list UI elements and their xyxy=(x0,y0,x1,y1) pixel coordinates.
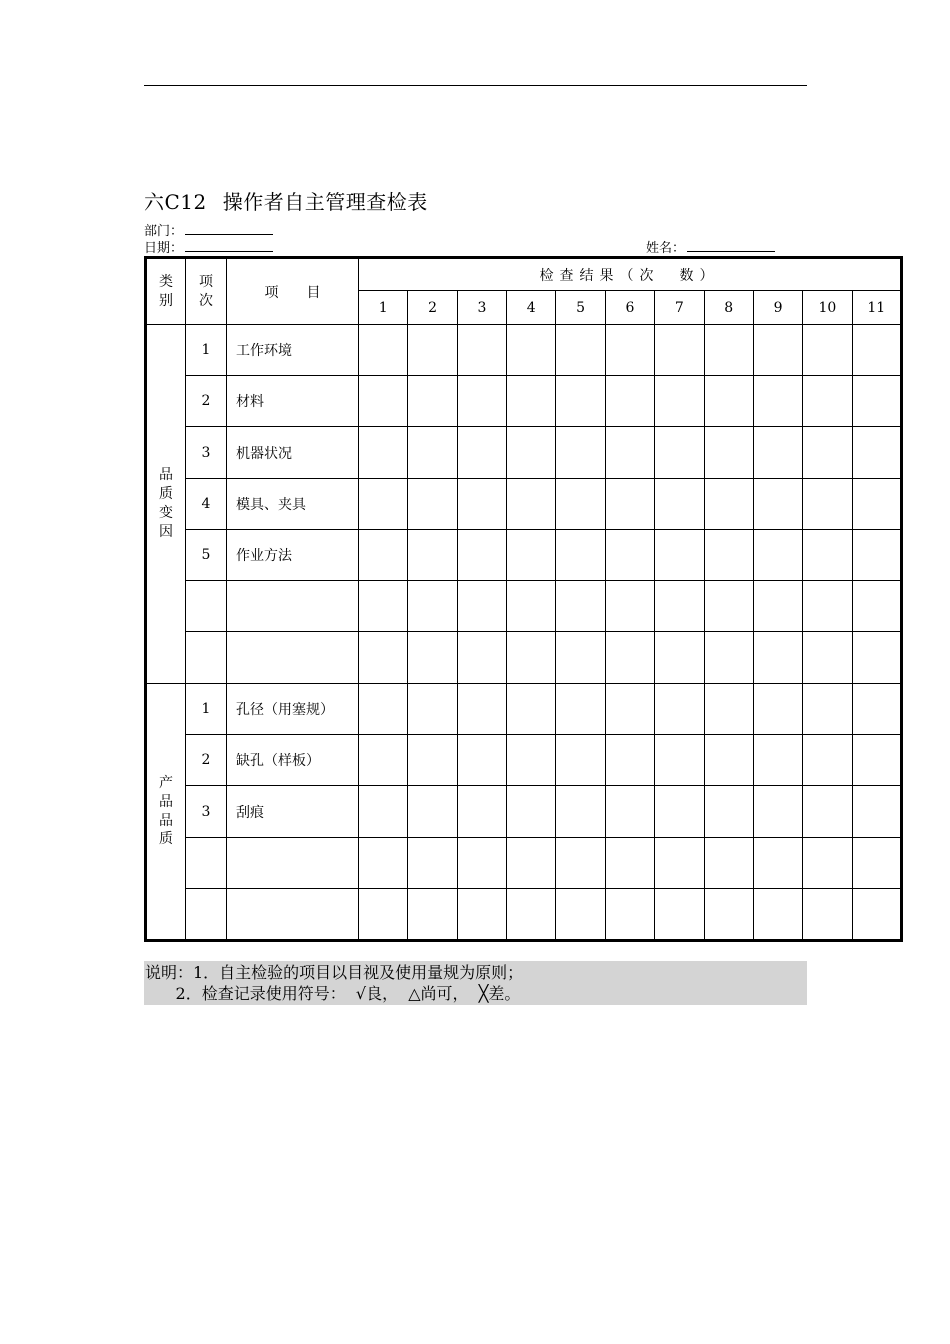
form-title: 操作者自主管理查检表 xyxy=(222,190,428,214)
seq-cell xyxy=(186,632,227,684)
result-cell[interactable] xyxy=(605,735,654,786)
result-cell[interactable] xyxy=(753,786,802,837)
item-cell: 材料 xyxy=(227,376,359,427)
item-cell: 机器状况 xyxy=(227,427,359,478)
result-cell[interactable] xyxy=(605,529,654,580)
result-cell[interactable] xyxy=(852,325,901,376)
result-cell[interactable] xyxy=(556,376,605,427)
result-cell[interactable] xyxy=(852,478,901,529)
result-cell[interactable] xyxy=(852,529,901,580)
result-cell[interactable] xyxy=(803,376,852,427)
result-cell[interactable] xyxy=(408,837,457,888)
result-column-header: 6 xyxy=(605,291,654,325)
result-cell[interactable] xyxy=(359,529,408,580)
result-cell[interactable] xyxy=(556,735,605,786)
category-label: 产品品质 xyxy=(158,774,173,848)
result-cell[interactable] xyxy=(408,478,457,529)
result-cell[interactable] xyxy=(852,735,901,786)
result-cell[interactable] xyxy=(753,632,802,684)
category-cell xyxy=(146,684,186,941)
result-cell[interactable] xyxy=(753,580,802,631)
result-cell[interactable] xyxy=(457,888,506,940)
result-column-header: 8 xyxy=(704,291,753,325)
result-cell[interactable] xyxy=(753,529,802,580)
header-item: 项 目 xyxy=(227,258,359,325)
result-cell[interactable] xyxy=(359,684,408,735)
result-cell[interactable] xyxy=(852,632,901,684)
result-column-header: 1 xyxy=(359,291,408,325)
result-cell[interactable] xyxy=(408,427,457,478)
result-cell[interactable] xyxy=(704,888,753,940)
table-row xyxy=(146,735,902,786)
top-rule xyxy=(144,85,807,86)
result-cell[interactable] xyxy=(556,632,605,684)
result-cell[interactable] xyxy=(507,735,556,786)
result-cell[interactable] xyxy=(507,580,556,631)
result-cell[interactable] xyxy=(556,837,605,888)
result-column-header: 4 xyxy=(507,291,556,325)
result-cell[interactable] xyxy=(408,735,457,786)
result-cell[interactable] xyxy=(556,427,605,478)
name-field xyxy=(646,240,775,256)
result-cell[interactable] xyxy=(605,376,654,427)
result-cell[interactable] xyxy=(605,786,654,837)
result-cell[interactable] xyxy=(605,632,654,684)
result-cell[interactable] xyxy=(803,735,852,786)
item-cell xyxy=(227,837,359,888)
result-cell[interactable] xyxy=(359,376,408,427)
result-cell[interactable] xyxy=(408,529,457,580)
result-cell[interactable] xyxy=(605,478,654,529)
item-cell xyxy=(227,632,359,684)
category-label: 品质变因 xyxy=(158,467,173,541)
result-cell[interactable] xyxy=(457,529,506,580)
result-cell[interactable] xyxy=(507,684,556,735)
result-cell[interactable] xyxy=(704,632,753,684)
result-cell[interactable] xyxy=(507,325,556,376)
result-cell[interactable] xyxy=(655,325,704,376)
result-cell[interactable] xyxy=(359,888,408,940)
result-cell[interactable] xyxy=(655,837,704,888)
result-cell[interactable] xyxy=(408,325,457,376)
result-cell[interactable] xyxy=(556,580,605,631)
header-results: 检查结果（次 数） xyxy=(359,258,902,291)
table-row xyxy=(146,325,902,376)
result-column-header: 2 xyxy=(408,291,457,325)
result-cell[interactable] xyxy=(803,837,852,888)
result-cell[interactable] xyxy=(704,325,753,376)
result-cell[interactable] xyxy=(408,786,457,837)
result-cell[interactable] xyxy=(704,427,753,478)
result-cell[interactable] xyxy=(803,888,852,940)
result-cell[interactable] xyxy=(457,786,506,837)
date-label: 日期： xyxy=(144,241,184,256)
result-cell[interactable] xyxy=(655,632,704,684)
check-table xyxy=(144,256,903,942)
item-cell: 工作环境 xyxy=(227,325,359,376)
result-cell[interactable] xyxy=(655,888,704,940)
seq-cell: 2 xyxy=(186,376,227,427)
result-cell[interactable] xyxy=(605,325,654,376)
result-cell[interactable] xyxy=(359,837,408,888)
result-column-header: 5 xyxy=(556,291,605,325)
note-line-1: 说明：1．自主检验的项目以目视及使用量规为原则； xyxy=(145,963,524,982)
result-cell[interactable] xyxy=(852,786,901,837)
result-cell[interactable] xyxy=(556,529,605,580)
result-cell[interactable] xyxy=(605,684,654,735)
dept-label: 部门： xyxy=(144,224,184,239)
seq-cell: 4 xyxy=(186,478,227,529)
result-column-header: 3 xyxy=(457,291,506,325)
item-cell: 缺孔（样板） xyxy=(227,735,359,786)
item-cell: 孔径（用塞规） xyxy=(227,684,359,735)
result-cell[interactable] xyxy=(655,478,704,529)
result-cell[interactable] xyxy=(704,529,753,580)
result-cell[interactable] xyxy=(507,427,556,478)
table-row xyxy=(146,376,902,427)
result-cell[interactable] xyxy=(408,580,457,631)
table-row xyxy=(146,684,902,735)
table-row xyxy=(146,529,902,580)
result-cell[interactable] xyxy=(753,684,802,735)
result-column-header: 7 xyxy=(655,291,704,325)
result-cell[interactable] xyxy=(457,325,506,376)
table-row xyxy=(146,888,902,940)
result-cell[interactable] xyxy=(359,427,408,478)
result-column-header: 11 xyxy=(852,291,901,325)
result-cell[interactable] xyxy=(704,735,753,786)
table-row xyxy=(146,837,902,888)
result-cell[interactable] xyxy=(852,888,901,940)
result-cell[interactable] xyxy=(359,786,408,837)
result-cell[interactable] xyxy=(556,325,605,376)
result-cell[interactable] xyxy=(457,478,506,529)
result-cell[interactable] xyxy=(753,735,802,786)
result-cell[interactable] xyxy=(556,684,605,735)
page-title xyxy=(144,186,428,215)
result-cell[interactable] xyxy=(556,888,605,940)
result-cell[interactable] xyxy=(359,478,408,529)
table-row xyxy=(146,786,902,837)
result-cell[interactable] xyxy=(753,427,802,478)
result-cell[interactable] xyxy=(655,376,704,427)
result-cell[interactable] xyxy=(803,684,852,735)
table-row xyxy=(146,632,902,684)
item-cell xyxy=(227,888,359,940)
dept-field xyxy=(144,223,273,239)
result-cell[interactable] xyxy=(359,632,408,684)
seq-cell xyxy=(186,837,227,888)
result-cell[interactable] xyxy=(359,325,408,376)
result-cell[interactable] xyxy=(753,325,802,376)
result-cell[interactable] xyxy=(457,632,506,684)
result-cell[interactable] xyxy=(753,376,802,427)
date-blank xyxy=(185,240,273,252)
dept-blank xyxy=(185,223,273,235)
result-cell[interactable] xyxy=(507,478,556,529)
result-cell[interactable] xyxy=(704,376,753,427)
result-cell[interactable] xyxy=(655,529,704,580)
result-cell[interactable] xyxy=(457,684,506,735)
result-column-header: 10 xyxy=(803,291,852,325)
result-cell[interactable] xyxy=(507,376,556,427)
notes-box xyxy=(144,961,807,1005)
result-cell[interactable] xyxy=(605,888,654,940)
result-cell[interactable] xyxy=(655,786,704,837)
result-cell[interactable] xyxy=(753,888,802,940)
result-cell[interactable] xyxy=(655,684,704,735)
result-cell[interactable] xyxy=(852,427,901,478)
seq-cell: 3 xyxy=(186,786,227,837)
seq-cell: 3 xyxy=(186,427,227,478)
result-cell[interactable] xyxy=(852,684,901,735)
result-cell[interactable] xyxy=(704,786,753,837)
result-cell[interactable] xyxy=(704,684,753,735)
result-cell[interactable] xyxy=(655,735,704,786)
name-label: 姓名： xyxy=(646,241,686,256)
result-cell[interactable] xyxy=(852,580,901,631)
seq-cell xyxy=(186,580,227,631)
seq-cell xyxy=(186,888,227,940)
result-cell[interactable] xyxy=(457,376,506,427)
result-cell[interactable] xyxy=(556,478,605,529)
table-row xyxy=(146,580,902,631)
result-cell[interactable] xyxy=(359,735,408,786)
result-cell[interactable] xyxy=(507,888,556,940)
result-cell[interactable] xyxy=(605,837,654,888)
result-cell[interactable] xyxy=(803,325,852,376)
seq-cell: 2 xyxy=(186,735,227,786)
result-cell[interactable] xyxy=(852,837,901,888)
result-cell[interactable] xyxy=(803,478,852,529)
result-cell[interactable] xyxy=(803,529,852,580)
seq-cell: 5 xyxy=(186,529,227,580)
result-cell[interactable] xyxy=(605,580,654,631)
result-cell[interactable] xyxy=(556,786,605,837)
result-cell[interactable] xyxy=(507,632,556,684)
table-row xyxy=(146,427,902,478)
result-column-header: 9 xyxy=(753,291,802,325)
result-cell[interactable] xyxy=(704,580,753,631)
result-cell[interactable] xyxy=(507,786,556,837)
date-field xyxy=(144,240,273,256)
item-cell: 作业方法 xyxy=(227,529,359,580)
result-cell[interactable] xyxy=(507,529,556,580)
result-cell[interactable] xyxy=(457,837,506,888)
name-blank xyxy=(687,240,775,252)
category-cell xyxy=(146,325,186,684)
item-cell: 刮痕 xyxy=(227,786,359,837)
result-cell[interactable] xyxy=(408,888,457,940)
result-cell[interactable] xyxy=(753,478,802,529)
result-cell[interactable] xyxy=(457,427,506,478)
header-seq: 项次 xyxy=(186,258,227,325)
result-cell[interactable] xyxy=(408,632,457,684)
result-cell[interactable] xyxy=(803,632,852,684)
table-row xyxy=(146,478,902,529)
result-cell[interactable] xyxy=(852,376,901,427)
form-code: 六C12 xyxy=(144,190,207,214)
note-line-2: 2．检查记录使用符号： √良， △尚可， ╳差。 xyxy=(145,984,521,1003)
seq-cell: 1 xyxy=(186,325,227,376)
result-cell[interactable] xyxy=(507,837,556,888)
result-cell[interactable] xyxy=(655,580,704,631)
result-cell[interactable] xyxy=(803,427,852,478)
result-cell[interactable] xyxy=(605,427,654,478)
header-category: 类别 xyxy=(146,258,186,325)
result-cell[interactable] xyxy=(457,580,506,631)
result-cell[interactable] xyxy=(408,684,457,735)
result-cell[interactable] xyxy=(803,786,852,837)
result-cell[interactable] xyxy=(803,580,852,631)
seq-cell: 1 xyxy=(186,684,227,735)
result-cell[interactable] xyxy=(408,376,457,427)
result-cell[interactable] xyxy=(704,837,753,888)
result-cell[interactable] xyxy=(359,580,408,631)
item-cell xyxy=(227,580,359,631)
result-cell[interactable] xyxy=(704,478,753,529)
item-cell: 模具、夹具 xyxy=(227,478,359,529)
result-cell[interactable] xyxy=(753,837,802,888)
result-cell[interactable] xyxy=(655,427,704,478)
result-cell[interactable] xyxy=(457,735,506,786)
